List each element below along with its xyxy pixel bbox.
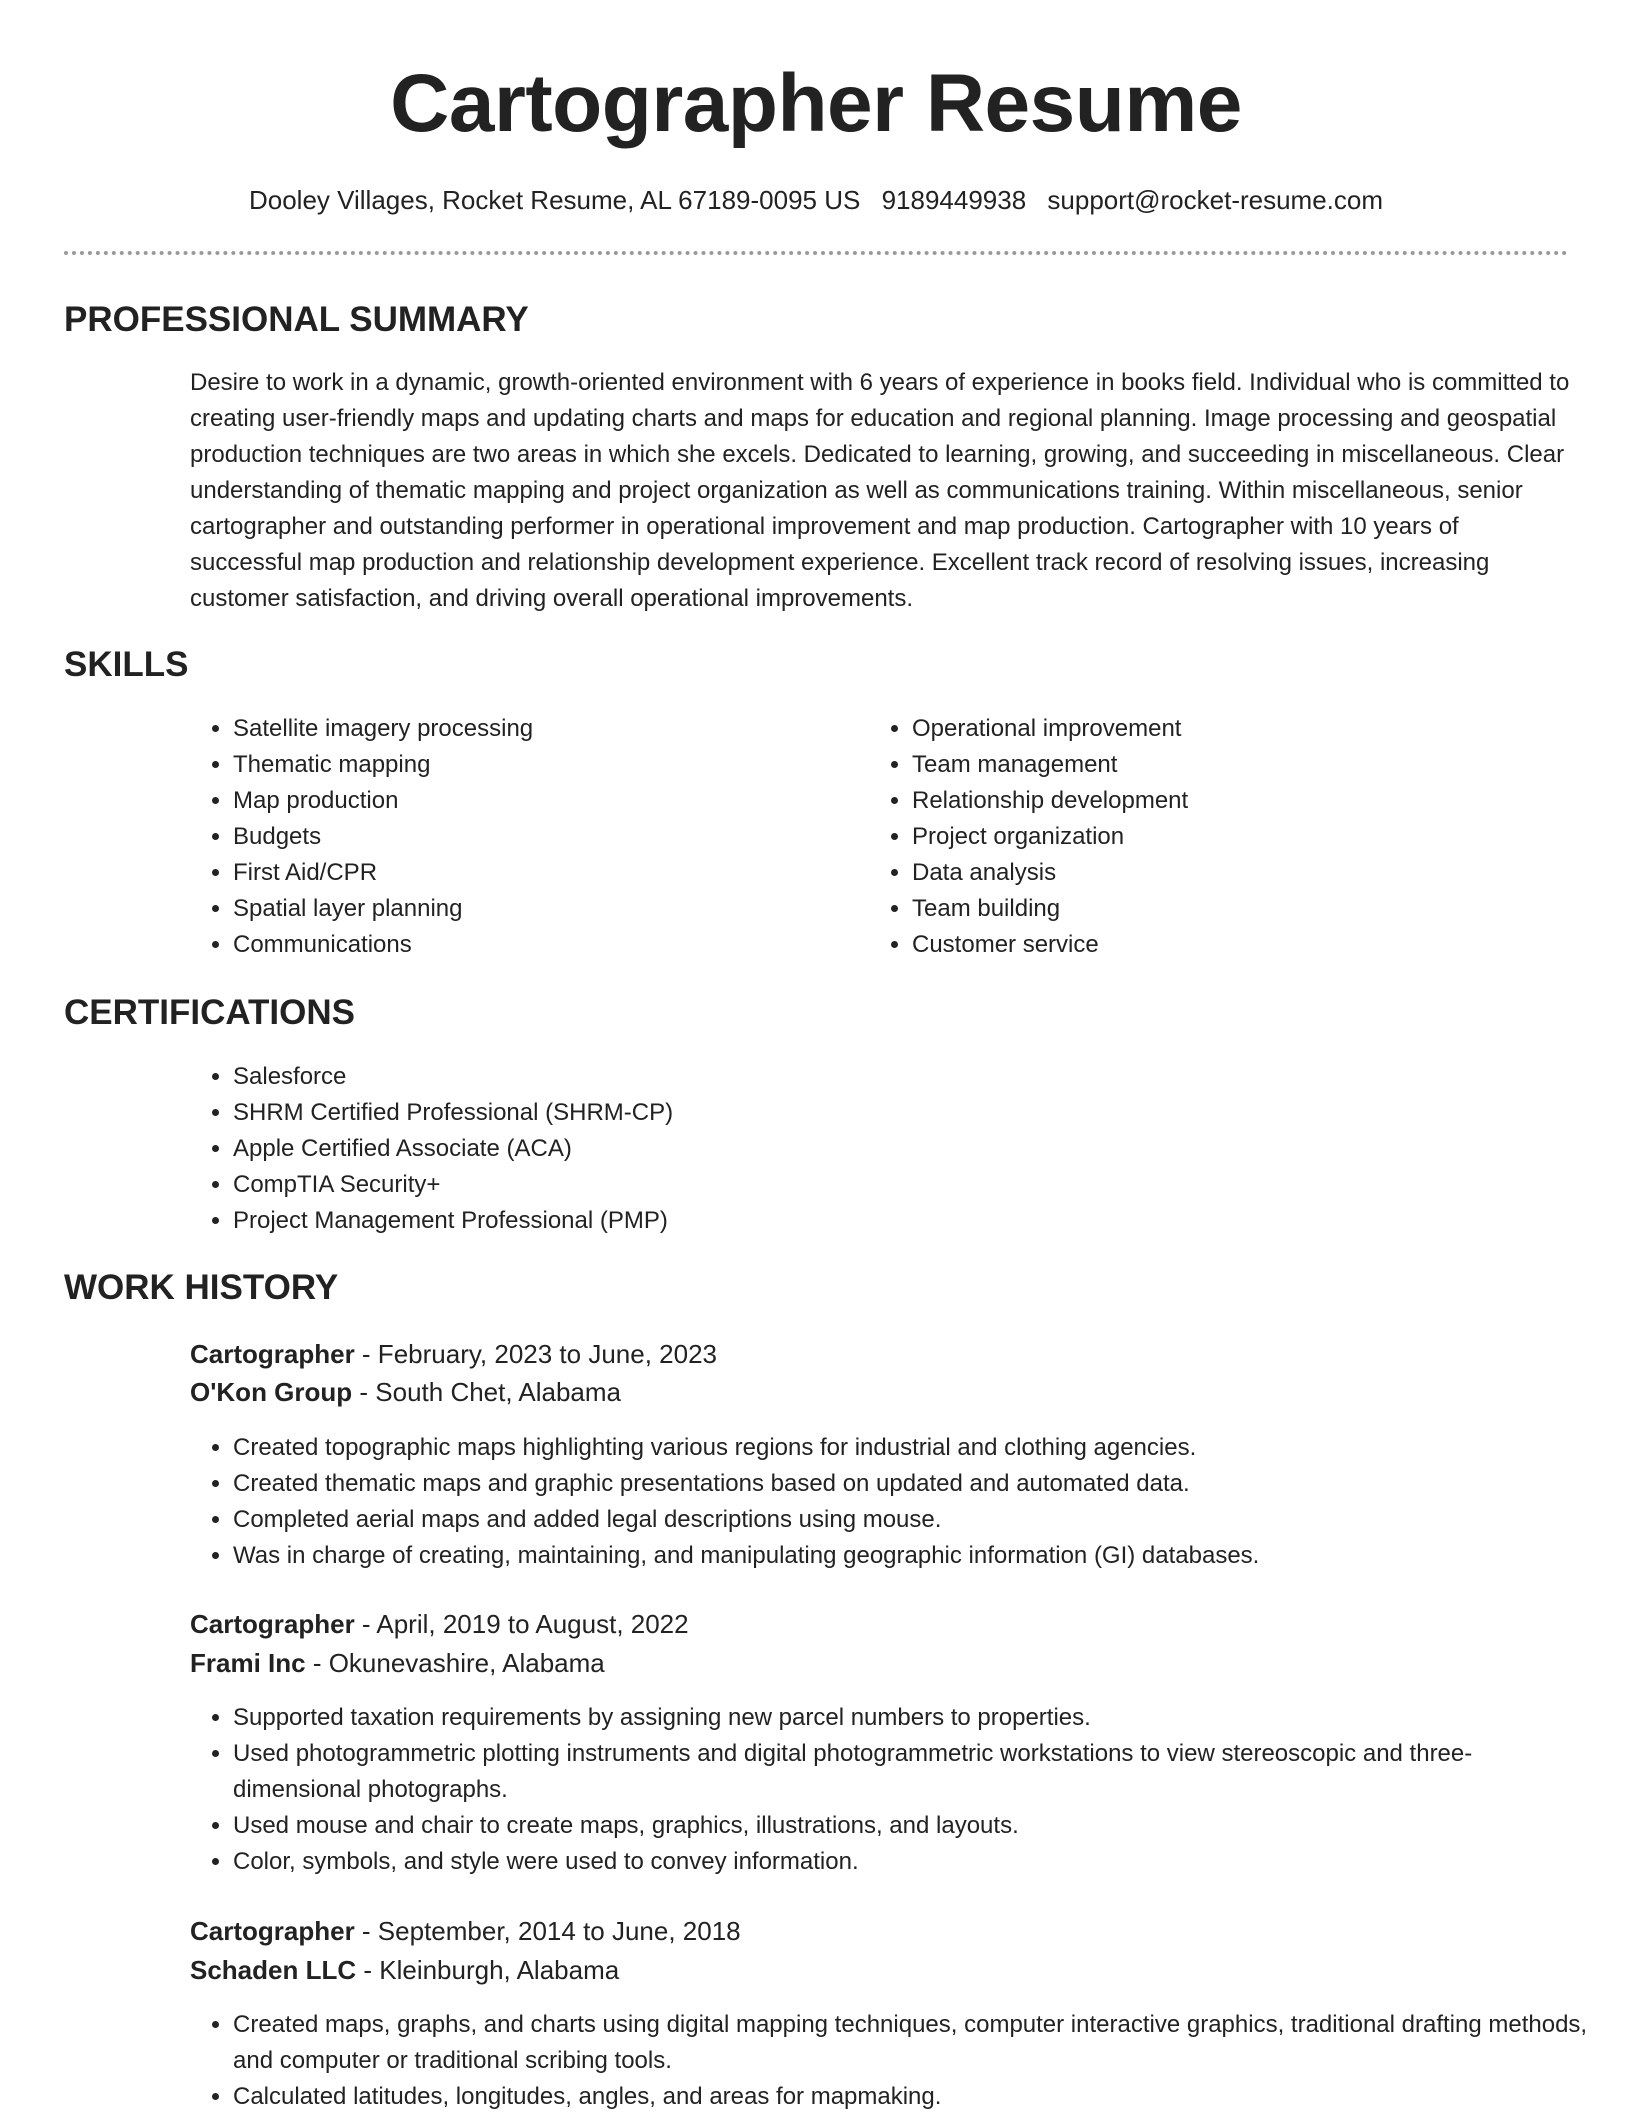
job-company-line [190,1644,605,1682]
skill-item: • Relationship development [912,783,1552,819]
certification-item: • CompTIA Security+ [233,1167,1233,1203]
job-bullet-list [189,1430,1593,1574]
skill-item: • Communications [233,927,833,963]
skill-item: • Budgets [233,819,833,855]
resume-title: Cartographer Resume [390,58,1242,149]
job-location: - South Chet, Alabama [352,1377,621,1407]
skill-item: • Data analysis [912,855,1552,891]
certification-item: • SHRM Certified Professional (SHRM-CP) [233,1095,1233,1131]
job-bullet: • Color, symbols, and style were used to convey information. [233,1844,1593,1880]
certification-item: • Apple Certified Associate (ACA) [233,1131,1233,1167]
contact-line [0,182,1632,218]
job-bullet: • Calculated latitudes, longitudes, angles, and areas for mapmaking. [233,2079,1593,2112]
job-bullet: • Created topographic maps highlighting various regions for industrial and clothing agencies. [233,1430,1593,1466]
certifications-list [189,1059,1233,1239]
job-title: Cartographer [190,1339,355,1369]
job-company-line [190,1951,619,1989]
work-history-heading: WORK HISTORY [64,1268,339,1307]
skill-item: • Customer service [912,927,1552,963]
contact-email: support@rocket-resume.com [1047,185,1384,215]
certifications-heading: CERTIFICATIONS [64,993,356,1032]
job-dates: - September, 2014 to June, 2018 [354,1916,741,1946]
job-bullet-list [189,2007,1593,2112]
skill-item: • Satellite imagery processing [233,711,833,747]
job-title-line [190,1605,689,1643]
skill-item: • Project organization [912,819,1552,855]
job-title-line [190,1912,741,1950]
skill-item: • Team management [912,747,1552,783]
skill-item: • Team building [912,891,1552,927]
job-company: Schaden LLC [190,1955,357,1985]
header-divider [64,251,1568,255]
job-bullet: • Supported taxation requirements by assigning new parcel numbers to properties. [233,1700,1593,1736]
job-company: Frami Inc [190,1648,306,1678]
job-bullet: • Used photogrammetric plotting instruments and digital photogrammetric workstations to view stereoscopic and three-dimensional photographs. [233,1736,1593,1808]
job-dates: - February, 2023 to June, 2023 [354,1339,718,1369]
skills-list-right [868,711,1552,963]
job-location: - Okunevashire, Alabama [305,1648,605,1678]
job-title-line [190,1335,717,1373]
skill-item: • Spatial layer planning [233,891,833,927]
job-bullet: • Used mouse and chair to create maps, graphics, illustrations, and layouts. [233,1808,1593,1844]
certification-item: • Salesforce [233,1059,1233,1095]
job-bullet: • Created maps, graphs, and charts using digital mapping techniques, computer interactive graphics, traditional drafting methods, and computer or traditional scribing tools. [233,2007,1593,2079]
skill-item: • Operational improvement [912,711,1552,747]
job-title: Cartographer [190,1609,355,1639]
summary-text: Desire to work in a dynamic, growth-oriented environment with 6 years of experience in books field. Individual who is committed to creating user-friendly maps and updating charts and maps for education and regional planning. Image processing and geospatial production techniques are two areas in which she excels. Dedicated to learning, growing, and succeeding in miscellaneous. Clear understanding of thematic mapping and project organization as well as communications training. Within miscellaneous, senior cartographer and outstanding performer in operational improvement and map production. Cartographer with 10 years of successful map production and relationship development experience. Excellent track record of resolving issues, increasing customer satisfaction, and driving overall operational improvements. [190,369,1570,612]
job-company-line [190,1373,621,1411]
skills-list-left [189,711,833,963]
job-bullet: • Created thematic maps and graphic presentations based on updated and automated data. [233,1466,1593,1502]
job-location: - Kleinburgh, Alabama [356,1955,620,1985]
skill-item: • First Aid/CPR [233,855,833,891]
job-bullet-list [189,1700,1593,1880]
job-bullet: • Completed aerial maps and added legal descriptions using mouse. [233,1502,1593,1538]
summary-heading: PROFESSIONAL SUMMARY [64,300,529,339]
job-title: Cartographer [190,1916,355,1946]
contact-phone: 9189449938 [881,185,1027,215]
skills-heading: SKILLS [64,645,189,684]
contact-address: Dooley Villages, Rocket Resume, AL 67189-0095 US [248,185,861,215]
job-company: O'Kon Group [190,1377,353,1407]
job-bullet: • Was in charge of creating, maintaining, and manipulating geographic information (GI) databases. [233,1538,1593,1574]
skill-item: • Thematic mapping [233,747,833,783]
certification-item: • Project Management Professional (PMP) [233,1203,1233,1239]
skill-item: • Map production [233,783,833,819]
job-dates: - April, 2019 to August, 2022 [354,1609,689,1639]
